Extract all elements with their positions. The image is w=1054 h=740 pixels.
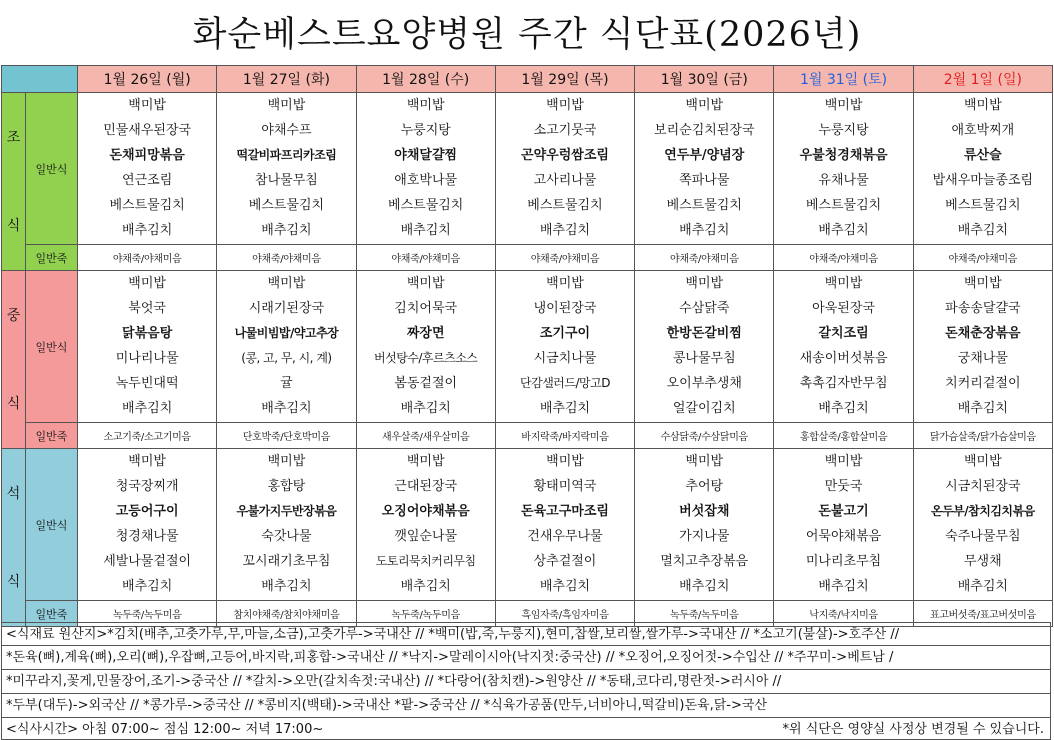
dish-item: 버섯탕수/후르츠소스 bbox=[374, 351, 478, 365]
origin-line-4: *두부(대두)->외국산 // *콩가루->중국산 // *콩비지(백태)->국내산 *팥->중국산 // *식육가공품(만두,너비아니,떡갈비)돈육,닭->국산 bbox=[1, 694, 1051, 718]
dish-item: 고사리나물 bbox=[533, 173, 597, 188]
dish-item: 백미밥 bbox=[964, 454, 1002, 469]
dish-item: 배추김치 bbox=[679, 579, 730, 594]
porridge-item: 녹두죽/녹두미음 bbox=[78, 601, 217, 627]
day-menu-cell bbox=[356, 93, 495, 245]
dish-item: 배추김치 bbox=[400, 401, 451, 416]
main-dish: 나물비빔밥/약고추장 bbox=[234, 326, 339, 340]
dish-item: 귤 bbox=[280, 376, 293, 391]
main-dish: 짜장면 bbox=[406, 326, 445, 341]
day-menu-cell bbox=[913, 449, 1052, 601]
dish-item: 백미밥 bbox=[128, 454, 166, 469]
main-dish: 닭볶음탕 bbox=[122, 326, 173, 341]
breakfast-general-row bbox=[2, 93, 1053, 245]
dish-item: 시금치나물 bbox=[533, 351, 597, 366]
dish-item: 보리순김치된장국 bbox=[654, 123, 755, 138]
day-menu-cell bbox=[78, 93, 217, 245]
dish-item: 백미밥 bbox=[546, 276, 584, 291]
dish-item: 배추김치 bbox=[122, 401, 173, 416]
dish-item: 배추김치 bbox=[957, 579, 1008, 594]
dish-item: 오이부추생채 bbox=[666, 376, 742, 391]
day-menu-cell bbox=[78, 271, 217, 423]
dish-item: 백미밥 bbox=[267, 98, 306, 113]
dish-item: 근대된장국 bbox=[394, 479, 458, 494]
dish-item: 배추김치 bbox=[957, 401, 1008, 416]
dish-item: 배추김치 bbox=[400, 223, 451, 238]
day-menu-cell bbox=[635, 271, 774, 423]
porridge-item: 단호박죽/단호박미음 bbox=[217, 423, 356, 449]
dish-item: 시래기된장국 bbox=[248, 301, 325, 316]
main-dish: 돈불고기 bbox=[818, 504, 869, 519]
header-corner bbox=[2, 66, 78, 93]
dish-item: 백미밥 bbox=[964, 276, 1002, 291]
dish-item: 백미밥 bbox=[685, 98, 724, 113]
dish-item: 배추김치 bbox=[818, 401, 869, 416]
day-menu-cell bbox=[217, 93, 356, 245]
dish-item: 백미밥 bbox=[824, 454, 863, 469]
dish-item: 밥새우마늘종조림 bbox=[932, 173, 1034, 188]
day-header: 1월 26일 (월) bbox=[78, 66, 217, 93]
day-menu-cell bbox=[913, 93, 1052, 245]
dish-item: 배추김치 bbox=[261, 401, 312, 416]
dish-item: 베스트물김치 bbox=[805, 198, 882, 213]
dish-item: 배추김치 bbox=[261, 579, 312, 594]
dish-item: 북엇국 bbox=[128, 301, 166, 316]
dish-item: 배추김치 bbox=[679, 223, 730, 238]
dish-item: 배추김치 bbox=[957, 223, 1008, 238]
dish-item: 배추김치 bbox=[261, 223, 312, 238]
dish-item: 애호박나물 bbox=[394, 173, 458, 188]
dish-item: 백미밥 bbox=[406, 276, 445, 291]
meal-time: <식사시간> 아침 07:00~ 점심 12:00~ 저녁 17:00~ bbox=[6, 722, 324, 737]
dish-item: 배추김치 bbox=[400, 579, 451, 594]
porridge-item: 소고기죽/소고기미음 bbox=[78, 423, 217, 449]
dish-item: 백미밥 bbox=[406, 454, 445, 469]
dish-item: 궁채나물 bbox=[957, 351, 1008, 366]
dish-item: 백미밥 bbox=[406, 98, 445, 113]
dish-item: 백미밥 bbox=[128, 276, 166, 291]
meal-type-porridge: 일반죽 bbox=[26, 601, 78, 627]
main-dish: 돈육고구마조림 bbox=[521, 504, 609, 519]
porridge-item: 야채죽/야채미음 bbox=[635, 245, 774, 271]
dish-item: 베스트물김치 bbox=[527, 198, 603, 213]
dish-item: (콩, 고, 무, 시, 계) bbox=[241, 351, 332, 365]
meal-type-general: 일반식 bbox=[26, 271, 78, 423]
day-header-saturday: 1월 31일 (토) bbox=[774, 66, 913, 93]
dish-item: 상추겉절이 bbox=[533, 554, 597, 569]
dish-item: 청경채나물 bbox=[115, 529, 179, 544]
day-menu-cell bbox=[635, 449, 774, 601]
dish-item: 유채나물 bbox=[818, 173, 869, 188]
day-header: 1월 28일 (수) bbox=[356, 66, 495, 93]
dish-item: 아욱된장국 bbox=[812, 301, 875, 316]
dish-item: 베스트물김치 bbox=[666, 198, 742, 213]
dish-item: 김치어묵국 bbox=[394, 301, 458, 316]
dinner-general-row bbox=[2, 449, 1053, 601]
main-dish: 우불청경채볶음 bbox=[799, 148, 888, 163]
porridge-item: 야채죽/야채미음 bbox=[78, 245, 217, 271]
day-header: 1월 30일 (금) bbox=[635, 66, 774, 93]
dish-item: 참나물무침 bbox=[255, 173, 318, 188]
dish-item: 애호박찌개 bbox=[951, 123, 1015, 138]
dish-item: 시금치된장국 bbox=[945, 479, 1021, 494]
day-menu-cell bbox=[217, 449, 356, 601]
day-header-sunday: 2월 1일 (일) bbox=[913, 66, 1052, 93]
main-dish: 류산슬 bbox=[964, 148, 1002, 163]
origin-line-2: *돈육(뼈),계육(뼈),오리(뼈),우잡뼈,고등어,바지락,피홍합->국내산 // *낙지->말레이시아(낙지젓:중국산) // *오징어,오징어젓->수입산 // *주꾸미->베트남 / bbox=[1, 646, 1051, 670]
porridge-item: 수삼닭죽/수삼닭미음 bbox=[635, 423, 774, 449]
dish-item: 세발나물겉절이 bbox=[103, 554, 192, 569]
main-dish: 온두부/참치김치볶음 bbox=[930, 504, 1035, 518]
dish-item: 백미밥 bbox=[267, 454, 306, 469]
main-dish: 한방돈갈비찜 bbox=[666, 326, 742, 341]
meal-type-porridge: 일반죽 bbox=[26, 245, 78, 271]
main-dish: 곤약우렁쌈조림 bbox=[521, 148, 609, 163]
dish-item: 단감샐러드/망고D bbox=[520, 376, 610, 390]
porridge-item: 홍합살죽/홍합살미음 bbox=[774, 423, 913, 449]
lunch-general-row bbox=[2, 271, 1053, 423]
main-dish: 오징어야채볶음 bbox=[381, 504, 470, 519]
dish-item: 백미밥 bbox=[128, 98, 166, 113]
lunch-label: 중 식 bbox=[2, 271, 26, 449]
dish-item: 야채수프 bbox=[261, 123, 312, 138]
change-notice: *위 식단은 영양실 사정상 변경될 수 있습니다. bbox=[782, 722, 1044, 737]
dish-item: 청국장찌개 bbox=[115, 479, 179, 494]
dish-item: 숙주나물무침 bbox=[945, 529, 1021, 544]
main-dish: 연두부/양념장 bbox=[664, 148, 745, 163]
main-dish: 떡갈비파프리카조림 bbox=[236, 148, 337, 162]
day-menu-cell bbox=[356, 449, 495, 601]
dish-item: 미나리초무침 bbox=[805, 554, 882, 569]
main-dish: 버섯잡채 bbox=[679, 504, 730, 519]
dish-item: 백미밥 bbox=[546, 98, 584, 113]
dish-item: 무생채 bbox=[964, 554, 1002, 569]
day-menu-cell bbox=[774, 449, 913, 601]
dish-item: 연근조림 bbox=[122, 173, 173, 188]
main-dish: 야채달걀찜 bbox=[394, 148, 458, 163]
main-dish: 갈치조림 bbox=[818, 326, 869, 341]
dish-item: 배추김치 bbox=[122, 223, 173, 238]
dish-item: 쪽파나물 bbox=[679, 173, 730, 188]
dish-item: 백미밥 bbox=[964, 98, 1002, 113]
dish-item: 황태미역국 bbox=[533, 479, 597, 494]
dish-item: 베스트물김치 bbox=[388, 198, 464, 213]
dish-item: 베스트물김치 bbox=[945, 198, 1021, 213]
dish-item: 깻잎순나물 bbox=[394, 529, 458, 544]
day-menu-cell bbox=[217, 271, 356, 423]
meal-type-general: 일반식 bbox=[26, 93, 78, 245]
day-menu-cell bbox=[495, 271, 634, 423]
main-dish: 우불가지두반장볶음 bbox=[236, 504, 337, 518]
dish-item: 소고기뭇국 bbox=[533, 123, 597, 138]
dish-item: 베스트물김치 bbox=[248, 198, 325, 213]
dish-item: 누룽지탕 bbox=[818, 123, 869, 138]
porridge-item: 야채죽/야채미음 bbox=[217, 245, 356, 271]
dish-item: 배추김치 bbox=[122, 579, 173, 594]
dish-item: 민물새우된장국 bbox=[103, 123, 192, 138]
dish-item: 미나리나물 bbox=[115, 351, 179, 366]
weekly-menu-table bbox=[1, 65, 1053, 627]
lunch-porridge-row bbox=[2, 423, 1053, 449]
porridge-item: 바지락죽/바지락미음 bbox=[495, 423, 634, 449]
day-header: 1월 29일 (목) bbox=[495, 66, 634, 93]
dish-item: 배추김치 bbox=[539, 223, 591, 238]
meal-type-porridge: 일반죽 bbox=[26, 423, 78, 449]
dish-item: 백미밥 bbox=[546, 454, 584, 469]
dish-item: 배추김치 bbox=[539, 579, 591, 594]
meal-type-general: 일반식 bbox=[26, 449, 78, 601]
dish-item: 촉촉김자반무침 bbox=[799, 376, 888, 391]
porridge-item: 참치야채죽/참치야채미음 bbox=[217, 601, 356, 627]
dish-item: 백미밥 bbox=[267, 276, 306, 291]
dish-item: 멸치고추장볶음 bbox=[660, 554, 749, 569]
porridge-item: 표고버섯죽/표고버섯미음 bbox=[913, 601, 1052, 627]
day-menu-cell bbox=[774, 271, 913, 423]
breakfast-porridge-row bbox=[2, 245, 1053, 271]
dish-item: 수삼닭죽 bbox=[679, 301, 730, 316]
porridge-item: 야채죽/야채미음 bbox=[913, 245, 1052, 271]
breakfast-label: 조 식 bbox=[2, 93, 26, 271]
dish-item: 얼갈이김치 bbox=[672, 401, 736, 416]
porridge-item: 녹두죽/녹두미음 bbox=[635, 601, 774, 627]
dish-item: 백미밥 bbox=[685, 454, 724, 469]
dish-item: 새송이버섯볶음 bbox=[799, 351, 888, 366]
origin-line-3: *미꾸라지,꽃게,민물장어,조기->중국산 // *갈치->오만(갈치속젓:국내산) // *다랑어(참치캔)->원양산 // *동태,코다리,명란젓->러시아 // bbox=[1, 670, 1051, 694]
dish-item: 백미밥 bbox=[824, 98, 863, 113]
dish-item: 어묵야채볶음 bbox=[805, 529, 882, 544]
dish-item: 누룽지탕 bbox=[400, 123, 451, 138]
origin-line-1: <식재료 원산지>*김치(배추,고춧가루,무,마늘,소금),고춧가루->국내산 // *백미(밥,죽,누룽지),현미,찹쌀,보리쌀,쌀가루->국내산 // *소고기(불살)->호주산 // bbox=[1, 622, 1051, 646]
day-menu-cell bbox=[635, 93, 774, 245]
dish-item: 만둣국 bbox=[824, 479, 863, 494]
dish-item: 가지나물 bbox=[679, 529, 730, 544]
dish-item: 콩나물무침 bbox=[672, 351, 736, 366]
dish-item: 치커리겉절이 bbox=[945, 376, 1021, 391]
dish-item: 냉이된장국 bbox=[533, 301, 597, 316]
dish-item: 건새우무나물 bbox=[527, 529, 603, 544]
day-menu-cell bbox=[495, 449, 634, 601]
day-menu-cell bbox=[356, 271, 495, 423]
porridge-item: 새우살죽/새우살미음 bbox=[356, 423, 495, 449]
day-menu-cell bbox=[78, 449, 217, 601]
porridge-item: 야채죽/야채미음 bbox=[356, 245, 495, 271]
day-header-row bbox=[2, 66, 1053, 93]
dish-item: 배추김치 bbox=[818, 223, 869, 238]
porridge-item: 녹두죽/녹두미음 bbox=[356, 601, 495, 627]
dish-item: 백미밥 bbox=[685, 276, 724, 291]
main-dish: 돈채피망볶음 bbox=[109, 148, 185, 163]
main-dish: 조기구이 bbox=[539, 326, 591, 341]
porridge-item: 닭가슴살죽/닭가슴살미음 bbox=[913, 423, 1052, 449]
porridge-item: 흑임자죽/흑임자미음 bbox=[495, 601, 634, 627]
dish-item: 도토리묵치커리무침 bbox=[375, 554, 476, 568]
porridge-item: 야채죽/야채미음 bbox=[774, 245, 913, 271]
dish-item: 녹두빈대떡 bbox=[115, 376, 179, 391]
day-menu-cell bbox=[913, 271, 1052, 423]
main-dish: 고등어구이 bbox=[115, 504, 179, 519]
dish-item: 베스트물김치 bbox=[109, 198, 185, 213]
day-header: 1월 27일 (화) bbox=[217, 66, 356, 93]
dish-item: 숙갓나물 bbox=[261, 529, 312, 544]
dish-item: 배추김치 bbox=[818, 579, 869, 594]
meal-time-row bbox=[1, 718, 1051, 740]
dish-item: 파송송달걀국 bbox=[945, 301, 1021, 316]
porridge-item: 야채죽/야채미음 bbox=[495, 245, 634, 271]
dish-item: 추어탕 bbox=[685, 479, 724, 494]
dish-item: 꼬시래기초무침 bbox=[242, 554, 331, 569]
page-title: 화순베스트요양병원 주간 식단표(2026년) bbox=[192, 15, 862, 55]
dinner-label: 석 식 bbox=[2, 449, 26, 627]
day-menu-cell bbox=[495, 93, 634, 245]
day-menu-cell bbox=[774, 93, 913, 245]
porridge-item: 낙지죽/낙지미음 bbox=[774, 601, 913, 627]
dish-item: 홍합탕 bbox=[267, 479, 306, 494]
dish-item: 봄동겉절이 bbox=[394, 376, 458, 391]
dish-item: 배추김치 bbox=[539, 401, 591, 416]
dish-item: 백미밥 bbox=[824, 276, 863, 291]
main-dish: 돈채춘장볶음 bbox=[945, 326, 1021, 341]
